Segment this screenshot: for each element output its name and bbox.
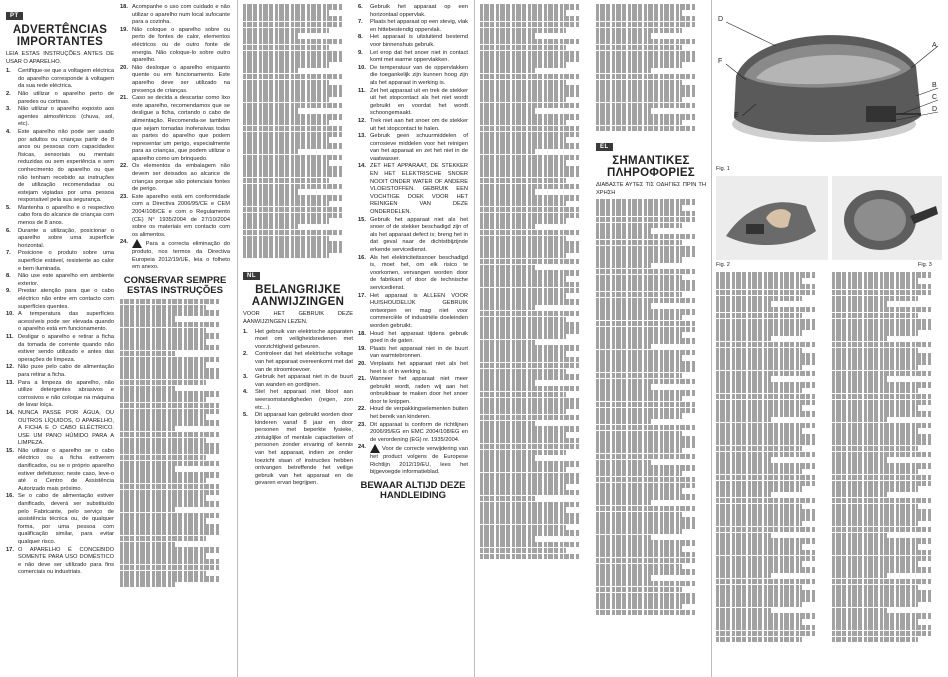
list-item: 16. Als het elektriciteitssnoer beschadigd is, moet het, om elk risico te voorkomen, vervangen worden door de fabrikant of door de technische servicedienst. — [358, 254, 468, 291]
list-item: 4. Stel het apparaat niet bloot aan weersomstandigheden (regen, zon etc...). — [243, 389, 353, 411]
warning-icon — [132, 239, 142, 248]
pt-fine-print — [120, 299, 230, 588]
list-item: 14. NUNCA PASSE POR ÁGUA, OU OUTROS LÍQUIDOS, O APARELHO, A FICHA E O CABO ELÉCTRICO. USE UM PANO HÚMIDO PARA A LIMPEZA. — [6, 409, 114, 447]
column-divider — [474, 0, 475, 677]
language-tab-el: EL — [596, 143, 613, 151]
list-item: 9. Let erop dat het snoer niet in contact komt met warme oppervlakken. — [358, 49, 468, 64]
list-item: 20. Não desloque o aparelho enquanto quente ou em funcionamento. Este aparelho deve ser utilizado na presença de crianças. — [120, 64, 230, 94]
list-item: 9. Prestar atenção para que o cabo eléctrico não entre em contacto com superfícies quentes. — [6, 288, 114, 310]
pt-column-a — [6, 4, 114, 577]
figure-1 — [716, 6, 942, 166]
list-item: 8. Não use este aparelho em ambiente exterior. — [6, 273, 114, 287]
list-item: 3. Não utilizar o aparelho exposto aos agentes atmosféricos (chuva, sol, etc). — [6, 106, 114, 128]
list-item: 1. Certifique-se que a voltagem eléctrica do aparelho corresponde à voltagem da sua rede eléctrica. — [6, 68, 114, 90]
list-item: 2. Não utilizar o aparelho perto de paredes ou cortinas. — [6, 90, 114, 105]
list-item: 21. Caso se decida a descartar como lixo este aparelho, recomendamos que se desligue a ficha, cortando o cabo de alimentação. Recomenda-se também que sejam tornadas inofensivas todas as partes do aparelho que podem representar um perigo, especialmente para as crianças, que podem utilizar o aparelho como um brinquedo. — [120, 95, 230, 162]
pt-warnings-list-continued — [120, 4, 230, 272]
column-divider — [237, 0, 238, 677]
list-item: 19. Não coloque o aparelho sobre ou perto de fontes de calor, elementos eléctricos ou de outro fonte de energia. Não coloque-lo sobre outro aparelho. — [120, 26, 230, 64]
el-intro: ΔΙΑΒΑΣΤΕ ΑΥΤΕΣ ΤΙΣ ΟΔΗΓΙΕΣ ΠΡΙΝ ΤΗ ΧΡΗΣΗ — [596, 182, 706, 196]
pt-title: ADVERTÊNCIAS IMPORTANTES — [12, 24, 108, 48]
list-item: 15. Gebruik het apparaat niet als het snoer of de stekker beschadigd zijn of als het apparaat defect is; breng het in dat geval naar de dichtstbijzijnde erkende servicedienst. — [358, 216, 468, 253]
figure-1-caption: Fig. 1 — [716, 166, 730, 172]
list-item: 12. Trek niet aan het snoer om de stekker uit het stopcontact te halen. — [358, 117, 468, 132]
callout-label: B — [932, 82, 937, 89]
list-item: 6. Durante a utilização, posicionar o aparelho sobre uma superfície horizontal. — [6, 227, 114, 249]
callout-label: D — [718, 16, 724, 23]
list-item: 4. Este aparelho não pode ser usado por adultos ou crianças partir de 8 anos ou pessoas com capacidades físicas, sensoriais ou mentais reduzidas ou sem experiência e sem conhecimento do aparelho ou que não tenham recebido as instruções de utilização recomendadas ou estejam vigiadas por uma pessoa responsável pela sua segurança. — [6, 128, 114, 204]
list-item: 3. Gebruik het apparaat niet in de buurt van wanden en gordijnen. — [243, 374, 353, 388]
list-item: 16. Se o cabo de alimentação estiver danificado, deverá ser substituído pelo Fabricante, pelo serviço de assistência técnica ou, de qualquer forma, por uma pessoa com qualificação similar, para evitar qualquer risco. — [6, 493, 114, 545]
list-item: 8. Het apparaat is uitsluitend bestemd voor binnenshuis gebruik. — [358, 34, 468, 48]
language-tab-pt: PT — [6, 12, 23, 20]
list-item: 7. Posicione o produto sobre uma superfície estável, resistente ao calor e bem iluminada. — [6, 250, 114, 272]
list-item: 13. Gebruik geen schuurmiddelen of corrosieve middelen voor het reinigen van het apparaat en zet het niet in de vaatwasser. — [358, 133, 468, 162]
el-warnings-list — [596, 199, 706, 615]
pt-intro: LEIA ESTAS INSTRUÇÕES ANTES DE USAR O APARELHO. — [6, 51, 114, 65]
list-item: 18. Houd het apparaat tijdens gebruik goed in de gaten. — [358, 330, 468, 345]
nl-warnings-list-continued — [358, 4, 468, 477]
list-item: 22. Houd de verpakkingselementen buiten het bereik van kinderen. — [358, 406, 468, 421]
list-item: 15. Não utilizar o aparelho se o cabo eléctrico ou a ficha estiverem danificados, ou se o próprio aparelho estiver defeituoso; neste caso, leve-o até o Centro de Assistência Autorizado mais próximo. — [6, 447, 114, 492]
hand-plug-illustration — [716, 176, 828, 260]
list-item: 14. ZET HET APPARAAT, DE STEKKER EN HET ELEKTRISCHE SNOER NOOIT ONDER WATER OF ANDERE VLOEISTOFFEN. GEBRUIK EEN VOCHTIGE DOEK VOOR HET REINIGEN VAN DEZE ONDERDELEN. — [358, 163, 468, 216]
list-item: 12. Não puxe pelo cabo de alimentação para retirar a ficha. — [6, 364, 114, 378]
pt-keep-instructions: CONSERVAR SEMPRE ESTAS INSTRUÇÕES — [123, 274, 227, 296]
list-item: 5. Mantenha o aparelho e o respectivo cabo fora do alcance de crianças com menos de 8 anos. — [6, 204, 114, 227]
list-item: 2. Controleer dat het elektrische voltage van het apparaat overeenkomt met dat van de stroomtoevoer. — [243, 351, 353, 373]
list-item: 10. A temperatura das superfícies acessíveis pode ser elevada quando o aparelho está em funcionamento. — [6, 311, 114, 333]
language-tab-nl: NL — [243, 272, 260, 280]
callout-label: C — [932, 94, 938, 101]
list-item: 11. Zet het apparaat uit en trek de stekker uit het stopcontact als het niet wordt gebruikt en voordat het wordt schoongemaakt. — [358, 87, 468, 117]
list-item: 24. Voor de correcte verwijdering van het product volgens de Europese Richtlijn 2012/19/EU, lees het bijgevoegde informatieblad. — [358, 444, 468, 476]
callout-label: E — [734, 112, 739, 119]
nl-column-b — [358, 4, 468, 504]
figure-2 — [716, 176, 828, 260]
list-item: 13. Para a limpeza do aparelho, não utilize detergentes abrasivos e corrosivos e não coloque na máquina de lavar loiça. — [6, 379, 114, 409]
list-item: 10. De temperatuur van de oppervlakken die toegankelijk zijn kunnen hoog zijn als het apparaat in werking is. — [358, 64, 468, 86]
el-column — [596, 4, 706, 616]
list-item: 23. Dit apparaat is conform de richtlijnen 2006/95/EG en EMC 2004/108/EG en de verordening (EG) nr. 1935/2004. — [358, 421, 468, 443]
figure-3 — [832, 176, 942, 260]
nl-intro: VOOR HET GEBRUIK DEZE AANWIJZINGEN LEZEN. — [243, 311, 353, 325]
el-column-b — [716, 272, 826, 642]
list-item: 7. Plaats het apparaat op een stevig, vlak en hittebestendig oppervlak. — [358, 19, 468, 33]
list-item: 5. Dit apparaat kan gebruikt worden door kinderen vanaf 8 jaar en door personen met beperkte fysieke, zintuiglijke of mentale capaciteiten of personen zonder ervaring of kennis van het apparaat, indien ze onder toezicht staan of instructies hebben ontvangen betreffende het veilige gebruik van het apparaat en de gevaren ervan begrijpen. — [243, 412, 353, 487]
sandwich-maker-illustration — [716, 6, 942, 166]
list-item: 23. Este aparelho está em conformidade com a Directiva 2006/95/CE e CEM 2004/108/CE e com o Regulamento (CE) N° 1935/2004 de 27/10/2004 sobre os materiais em contacto com os alimentos. — [120, 193, 230, 238]
figure-3-caption: Fig. 3 — [918, 262, 932, 268]
pt-column-b — [120, 4, 230, 588]
list-item: 18. Acompanhe o uso com cuidado e não utilizar o aparelho num local sufocante para a cozinha. — [120, 4, 230, 26]
list-item: 19. Plaats het apparaat niet in de buurt van warmtebronnen. — [358, 345, 468, 360]
list-item: 20. Verplaats het apparaat niet als het heet is of in werking is. — [358, 360, 468, 375]
list-item: 17. Het apparaat is ALLEEN VOOR HUISHOUDELIJK GEBRUIK ontworpen en mag niet voor commerciële of industriële doeleinden worden gebruikt. — [358, 292, 468, 329]
list-item: 22. Os elementos da embalagem não devem ser deixados ao alcance de crianças porque são potenciais fontes de perigo. — [120, 163, 230, 193]
list-item: 21. Wanneer het apparaat niet meer gebruikt wordt, raden wij aan het onbruikbaar te maken door het snoer door te knippen. — [358, 376, 468, 405]
list-item: 17. O APARELHO É CONCEBIDO SOMENTE PARA USO DOMÉSTICO e não deve ser utilizado para fins comerciais ou industriais. — [6, 546, 114, 576]
callout-label: F — [718, 58, 723, 65]
list-item: 24. Para a correcta eliminação do produto, nos termos da Directiva Europeia 2012/19/UE, leia o folheto em anexo. — [120, 239, 230, 271]
pt-warnings-list — [6, 68, 114, 577]
el-column-c — [832, 272, 942, 642]
nl-fine-print-column — [243, 4, 353, 488]
callout-label: A — [932, 42, 937, 49]
column-divider — [711, 0, 712, 677]
nl-keep-instructions: BEWAAR ALTIJD DEZE HANDLEIDING — [360, 479, 466, 501]
list-item: 1. Het gebruik van elektrische apparaten moet om veiligheidsredenen met voorzichtigheid gebeuren. — [243, 328, 353, 350]
open-grill-illustration — [832, 176, 942, 260]
nl-title: BELANGRIJKE AANWIJZINGEN — [251, 284, 345, 309]
figure-2-caption: Fig. 2 — [716, 262, 730, 268]
nl-warnings-list — [243, 329, 353, 488]
callout-label: D — [932, 106, 938, 113]
nl-instructions-column — [480, 4, 590, 559]
el-title: ΣΗΜΑΝΤΙΚΕΣ ΠΛΗΡΟΦΟΡΙΕΣ — [606, 155, 696, 180]
list-item: 11. Desligar o aparelho e retirar a ficha da tomada de corrente quando não estiver sendo utilizado e antes das operações de limpeza. — [6, 333, 114, 363]
list-item: 6. Gebruik het apparaat op een horizontaal oppervlak. — [358, 4, 468, 18]
warning-icon — [370, 444, 380, 453]
